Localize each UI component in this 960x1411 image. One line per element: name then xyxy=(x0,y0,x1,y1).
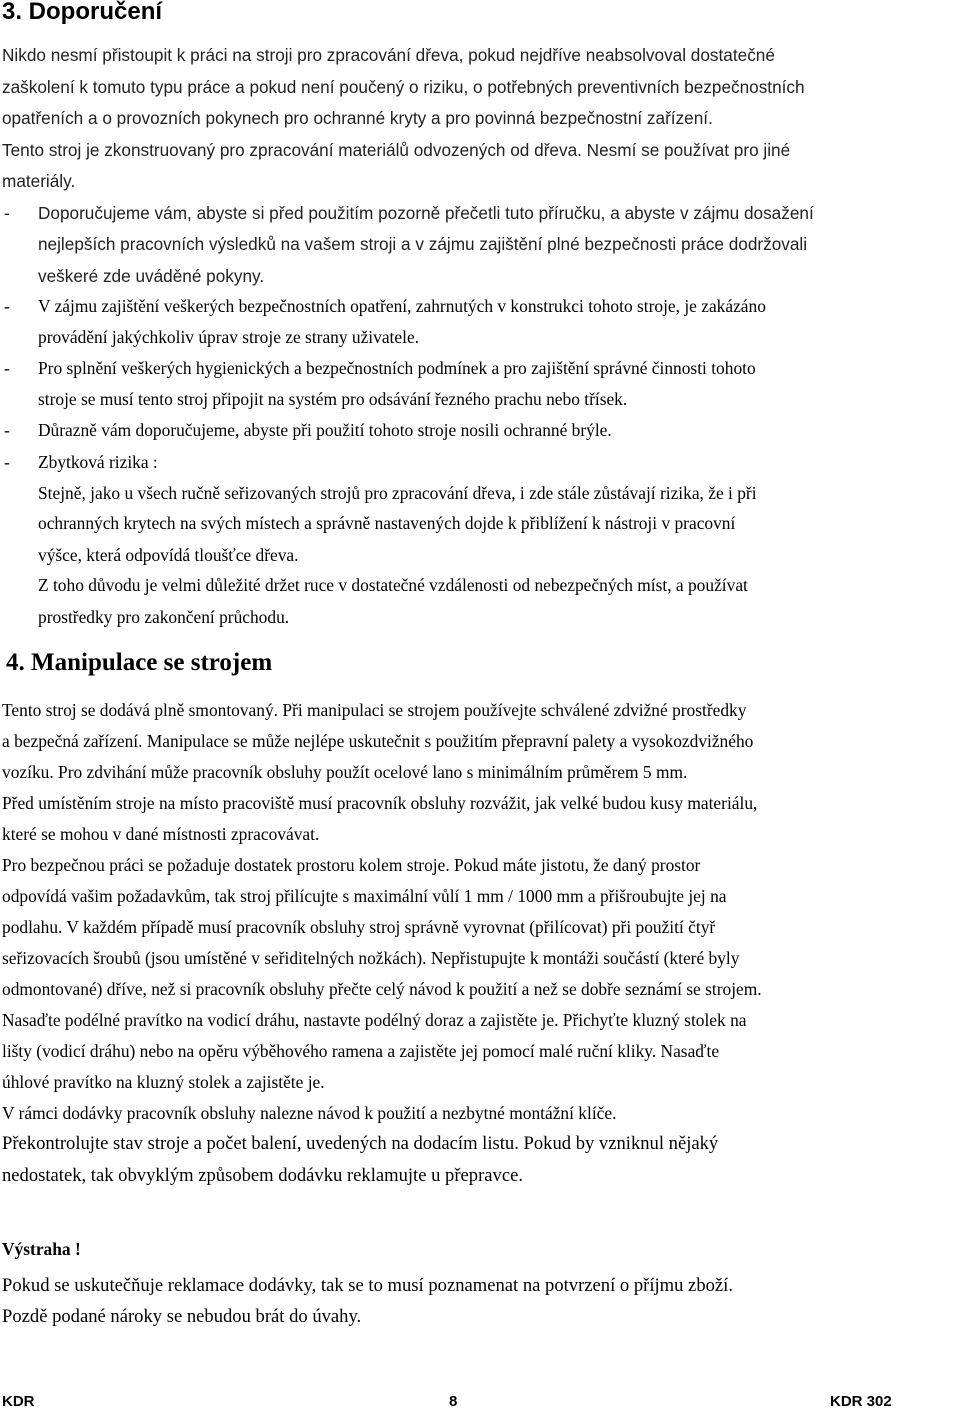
bullet-line: provádění jakýchkoliv úprav stroje ze strany uživatele. xyxy=(38,327,420,347)
footer-right: KDR 302 xyxy=(830,1393,892,1410)
bullet-line: prostředky pro zakončení průchodu. xyxy=(38,607,290,627)
bullet-line: Doporučujeme vám, abyste si před použitím pozorně přečetli tuto příručku, a abyste v zájmu dosažení xyxy=(38,203,814,223)
bullet-marker: - xyxy=(4,452,10,472)
footer-left: KDR xyxy=(2,1393,35,1410)
body-line: Nasaďte podélné pravítko na vodicí dráhu, nastavte podélný doraz a zajistěte je. Přichyťte kluzný stolek na xyxy=(2,1010,747,1030)
body-line: lišty (vodicí dráhu) nebo na opěru výběhového ramena a zajistěte jej pomocí malé ruční kliky. Nasaďte xyxy=(2,1041,720,1061)
warning-line: Pokud se uskutečňuje reklamace dodávky, tak se to musí poznamenat na potvrzení o příjmu zboží. xyxy=(2,1275,733,1296)
bullet-line: Důrazně vám doporučujeme, abyste při použití tohoto stroje nosili ochranné brýle. xyxy=(38,420,612,440)
intro-line: Nikdo nesmí přistoupit k práci na stroji pro zpracování dřeva, pokud nejdříve neabsolvoval dostatečné xyxy=(2,45,775,65)
body-line-large: nedostatek, tak obvyklým způsobem dodávku reklamujte u přepravce. xyxy=(2,1165,523,1186)
intro-line: opatřeních a o provozních pokynech pro ochranné kryty a pro povinná bezpečnostní zařízení. xyxy=(2,108,713,128)
bullet-line: stroje se musí tento stroj připojit na systém pro odsávání řezného prachu nebo třísek. xyxy=(38,389,628,409)
body-line: vozíku. Pro zdvihání může pracovník obsluhy použít ocelové lano s minimálním průměrem 5 mm. xyxy=(2,762,688,782)
bullet-line: Zbytková rizika : xyxy=(38,452,158,472)
intro-line: Tento stroj je zkonstruovaný pro zpracování materiálů odvozených od dřeva. Nesmí se používat pro jiné xyxy=(2,140,791,160)
bullet-line: veškeré zde uváděné pokyny. xyxy=(38,266,265,286)
intro-line: materiály. xyxy=(2,171,76,191)
section-4-heading: 4. Manipulace se strojem xyxy=(6,649,273,676)
warning-title: Výstraha ! xyxy=(2,1239,81,1259)
bullet-marker: - xyxy=(4,358,10,378)
body-line: úhlové pravítko na kluzný stolek a zajistěte je. xyxy=(2,1072,325,1092)
bullet-line: V zájmu zajištění veškerých bezpečnostních opatření, zahrnutých v konstrukci tohoto stroje, je zakázáno xyxy=(38,296,766,316)
intro-line: zaškolení k tomuto typu práce a pokud není poučený o riziku, o potřebných preventivních bezpečnostních xyxy=(2,77,805,97)
bullet-line: ochranných krytech na svých místech a správně nastavených dojde k přiblížení k nástroji v pracovní xyxy=(38,513,736,533)
body-line: V rámci dodávky pracovník obsluhy nalezne návod k použití a nezbytné montážní klíče. xyxy=(2,1103,617,1123)
body-line: Tento stroj se dodává plně smontovaný. Při manipulaci se strojem používejte schválené zdvižné prostředky xyxy=(2,700,747,720)
body-line: a bezpečná zařízení. Manipulace se může nejlépe uskutečnit s použitím přepravní palety a vysokozdvižného xyxy=(2,731,754,751)
body-line: podlahu. V každém případě musí pracovník obsluhy stroj správně vyrovnat (přilícovat) při použití čtyř xyxy=(2,917,716,937)
body-line: odpovídá vašim požadavkům, tak stroj přilícujte s maximální vůlí 1 mm / 1000 mm a přišroubujte jej na xyxy=(2,886,727,906)
body-line-large: Překontrolujte stav stroje a počet balení, uvedených na dodacím listu. Pokud by vzniknul nějaký xyxy=(2,1133,719,1154)
bullet-line: Z toho důvodu je velmi důležité držet ruce v dostatečné vzdálenosti od nebezpečných míst, a používat xyxy=(38,575,748,595)
warning-line: Pozdě podané nároky se nebudou brát do úvahy. xyxy=(2,1306,362,1327)
body-line: Pro bezpečnou práci se požaduje dostatek prostoru kolem stroje. Pokud máte jistotu, že daný prostor xyxy=(2,855,701,875)
body-line: Před umístěním stroje na místo pracoviště musí pracovník obsluhy rozvážit, jak velké budou kusy materiálu, xyxy=(2,793,758,813)
body-line: které se mohou v dané místnosti zpracovávat. xyxy=(2,824,320,844)
bullet-marker: - xyxy=(4,296,10,316)
bullet-marker: - xyxy=(4,203,10,223)
bullet-line: Stejně, jako u všech ručně seřizovaných strojů pro zpracování dřeva, i zde stále zůstávají rizika, že i při xyxy=(38,483,757,503)
bullet-line: výšce, která odpovídá tloušťce dřeva. xyxy=(38,545,299,565)
bullet-line: nejlepších pracovních výsledků na vašem stroji a v zájmu zajištění plné bezpečnosti práce dodržovali xyxy=(38,234,808,254)
section-3-heading: 3. Doporučení xyxy=(2,0,163,25)
page-number: 8 xyxy=(449,1393,458,1410)
body-line: seřizovacích šroubů (jsou umístěné v seřiditelných nožkách). Nepřistupujte k montáži součástí (které byly xyxy=(2,948,740,968)
bullet-line: Pro splnění veškerých hygienických a bezpečnostních podmínek a pro zajištění správné činnosti tohoto xyxy=(38,358,756,378)
bullet-marker: - xyxy=(4,420,10,440)
body-line: odmontované) dříve, než si pracovník obsluhy přečte celý návod k použití a než se dobře seznámí se strojem. xyxy=(2,979,762,999)
